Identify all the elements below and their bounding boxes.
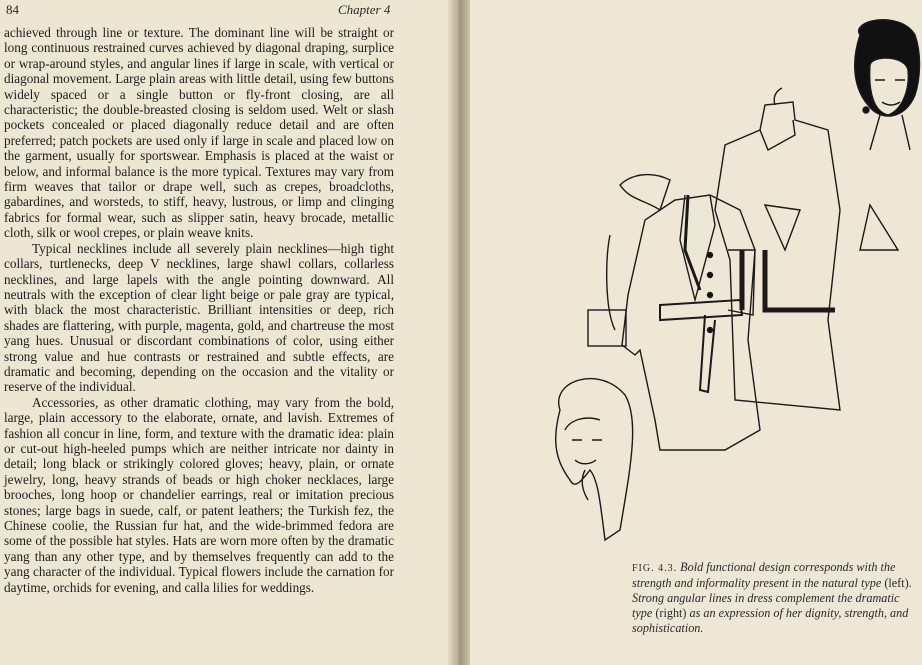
right-page (470, 0, 922, 665)
body-text (4, 25, 394, 595)
running-head: Chapter 4 (338, 2, 391, 17)
caption-paren-2: (right) (655, 606, 687, 620)
figure-caption (632, 560, 912, 636)
paragraph-1: achieved through line or texture. The dominant line will be straight or long continuous restrained curves achieved by diagonal draping, surplice or wrap-around styles, and angular lines if large in scale, with vertical or diagonal movement. Large plain areas with little detail, using few buttons widely spaced or a single button or fly-front closing, are all characteristic; the double-breasted closing is seldom used. Welt or slash pockets concealed or placed diagonally reduce detail and are often preferred; patch pockets are used only if large in scale and placed low on the garment, usually for sportswear. Emphasis is placed at the waist or below, and informal balance is the more typical. Textures may vary from firm weaves that tailor or drape well, such as crepes, broadcloths, gabardines, and worsteds, to stiff, heavy, lustrous, or limp and clinging fabrics for formal wear, such as slipper satin, heavy brocade, metallic cloth, silk or wool crepes, or plain weave knits. (4, 25, 394, 241)
caption-text-2: Strong angular lines in dress complement the dramatic type (632, 591, 900, 620)
left-page (0, 0, 448, 665)
fashion-illustration (510, 10, 922, 550)
natural-face-drawing (556, 379, 633, 540)
caption-text-3: as an expression of her dignity, strength, and sophistication. (632, 606, 909, 635)
caption-text-1: Bold functional design corresponds with the strength and informality present in the natural type (632, 560, 896, 590)
book-gutter (448, 0, 470, 665)
dramatic-dress-drawing (715, 88, 898, 410)
page-number: 84 (6, 2, 19, 17)
caption-label: FIG. 4.3. (632, 563, 678, 574)
paragraph-3: Accessories, as other dramatic clothing, may vary from the bold, large, plain accessory to the elaborate, ornate, and lavish. Extremes of fashion all concur in line, form, and texture with the dramatic idea: plain or cut-out high-heeled pumps which are neither intricate nor dainty in detail; long black or strikingly colored gloves; heavy, plain, or ornate jewelry, long, heavy strands of beads or high choker necklaces, large brooches, long hoop or chandelier earrings, real or imitation precious stones; large bags in suede, calf, or patent leathers; the Turkish fez, the Chinese coolie, the Russian fur hat, and the wide-brimmed fedora are some of the possible hat styles. Hats are worn more often by the dramatic yang than any other type, and by themselves frequently can add to the yang character of the individual. Typical flowers include the carnation for daytime, orchids for evening, and calla lilies for weddings. (4, 394, 394, 595)
natural-dress-drawing (588, 175, 760, 450)
paragraph-2: Typical necklines include all severely plain necklines—high tight collars, turtlenecks, deep V necklines, large shawl collars, collarless necklines, and large lapels with the angle pointing downward. All neutrals with the exception of clear light beige or pale gray are typical, with black the most characteristic. Brilliant intensities or deep, rich shades are flattering, with purple, magenta, gold, and chartreuse the most yang hues. Unusual or discordant combinations of color, using either strong value and hue contrasts or restrained and subtle effects, are dramatic and becoming, depending on the occasion and the vitality or reserve of the individual. (4, 240, 394, 395)
dramatic-face-drawing (855, 20, 920, 150)
caption-paren-1: (left). (884, 576, 912, 590)
